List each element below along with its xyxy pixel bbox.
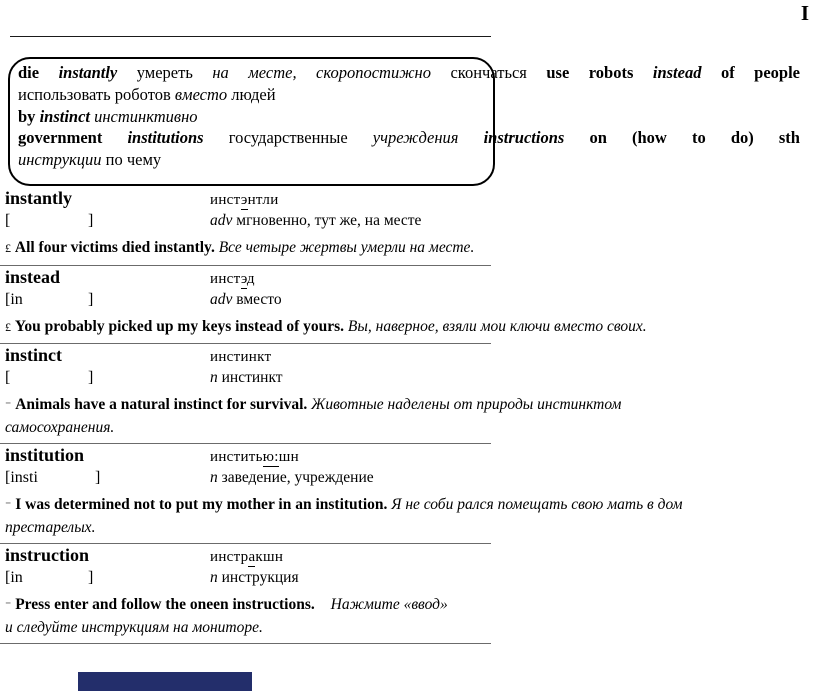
intro-line-1 xyxy=(18,62,800,84)
transcription-post: нтли xyxy=(247,192,279,208)
gloss: вместо xyxy=(236,290,282,308)
transcription-pre: инстить xyxy=(210,449,263,465)
entry-institution xyxy=(0,445,816,544)
intro-text-segment: use robots xyxy=(546,63,653,82)
headword: instruction xyxy=(5,545,90,565)
headword: institution xyxy=(5,445,85,465)
intro-text-segment: government xyxy=(18,128,128,148)
transcription-stress: э xyxy=(240,270,247,287)
example-marker: ⁻ xyxy=(5,398,12,412)
transcription-post: д xyxy=(246,270,255,287)
bracket-close: ] xyxy=(88,290,94,308)
part-of-speech: adv xyxy=(210,212,233,229)
gloss: инструкция xyxy=(221,569,299,586)
headword: instinct xyxy=(5,345,63,365)
gloss: мгновенно, тут же, на месте xyxy=(236,212,422,229)
example-russian-line2: самосохранения. xyxy=(5,418,115,436)
entry-separator xyxy=(0,343,491,344)
transcription-post: шн xyxy=(278,449,299,465)
intro-text-segment: умереть xyxy=(136,63,213,82)
entry-instruction xyxy=(0,545,816,644)
pos-gloss xyxy=(210,369,283,387)
transcription-stress: а xyxy=(248,549,256,565)
intro-text-segment: institutions xyxy=(127,128,229,148)
example-english: I was determined not to put my mother in an institution. xyxy=(15,496,388,513)
example xyxy=(0,237,800,260)
intro-text-segment: of people xyxy=(720,63,800,82)
bracket-close: ] xyxy=(95,469,101,486)
example-marker: ⁻ xyxy=(5,598,12,612)
gloss: инстинкт xyxy=(221,369,283,386)
transcription-pre: инстр xyxy=(210,549,249,565)
example xyxy=(0,594,800,617)
part-of-speech: adv xyxy=(210,290,233,308)
intro-text-segment: людей xyxy=(231,84,276,104)
phonetic-brackets xyxy=(5,569,210,587)
intro-text-segment: инструкции xyxy=(18,150,106,170)
example-marker: £ xyxy=(5,241,11,255)
pos-gloss xyxy=(210,569,299,587)
transcription-stress: э xyxy=(240,192,248,208)
example-russian: Вы, наверное, взяли мои ключи вместо своих. xyxy=(347,317,647,335)
intro-text-segment: on (how to do) sth xyxy=(589,128,800,148)
example-marker: £ xyxy=(5,319,11,334)
transcription-post: кшн xyxy=(255,549,284,565)
bracket-close: ] xyxy=(88,212,94,229)
section-letter: I xyxy=(800,1,809,25)
example-russian: Все четыре жертвы умерли на месте. xyxy=(218,239,475,256)
example xyxy=(0,394,800,417)
transcription-pre: инстинкт xyxy=(210,349,272,365)
entry-instinct xyxy=(0,345,816,444)
bracket-inner: in xyxy=(10,569,23,586)
entry-separator xyxy=(0,265,491,266)
part-of-speech: n xyxy=(210,569,218,586)
entry-separator xyxy=(0,443,491,444)
bracket-open: [ xyxy=(5,569,11,586)
transcription xyxy=(210,349,271,366)
pos-gloss xyxy=(210,291,282,309)
bracket-open: [ xyxy=(5,469,11,486)
headword: instead xyxy=(5,266,61,287)
transcription-pre: инст xyxy=(210,192,241,208)
transcription xyxy=(210,449,299,466)
intro-section xyxy=(0,55,816,188)
part-of-speech: n xyxy=(210,369,218,386)
intro-text-segment: инстинктивно xyxy=(94,106,198,126)
intro-text-segment: instinct xyxy=(39,106,95,126)
example-russian-line2: престарелых. xyxy=(5,518,96,536)
intro-line-3 xyxy=(18,106,800,128)
example-russian: Нажмите «ввод» xyxy=(330,596,448,613)
part-of-speech: n xyxy=(210,469,218,486)
intro-text-segment: скончаться xyxy=(450,63,547,82)
intro-text-segment: на месте, скоропостижно xyxy=(212,63,451,82)
footer-navy-bar xyxy=(78,672,252,691)
intro-line-2 xyxy=(18,84,800,106)
example-english: All four victims died instantly. xyxy=(14,239,215,256)
entries-list xyxy=(0,188,816,645)
transcription-pre: инст xyxy=(210,270,241,287)
intro-line-5 xyxy=(18,149,800,171)
entry-instantly xyxy=(0,188,816,266)
intro-text-segment: использовать роботов xyxy=(18,84,175,104)
example-russian: Я не соби рался помещать свою мать в дом xyxy=(391,496,683,513)
bracket-inner: insti xyxy=(10,469,38,486)
example-english: You probably picked up my keys instead of yours. xyxy=(14,317,345,335)
intro-text-segment: вместо xyxy=(174,84,232,104)
intro-line-4 xyxy=(18,127,800,149)
transcription-stress: ю: xyxy=(262,449,279,465)
bracket-close: ] xyxy=(88,369,94,386)
transcription xyxy=(210,271,255,288)
example-english: Animals have a natural instinct for survival. xyxy=(15,396,308,413)
entry-separator xyxy=(0,543,491,544)
example-russian: Животные наделены от природы инстинктом xyxy=(311,396,622,413)
transcription xyxy=(210,192,279,209)
example-marker: ⁻ xyxy=(5,498,12,512)
intro-text-segment: государственные xyxy=(228,128,373,148)
example xyxy=(0,316,800,339)
bracket-open: [ xyxy=(5,290,11,308)
intro-text xyxy=(18,62,800,171)
phonetic-brackets xyxy=(5,469,210,487)
entry-separator xyxy=(0,643,491,644)
intro-text-segment: instead xyxy=(652,63,721,82)
bracket-close: ] xyxy=(88,569,94,586)
example-english: Press enter and follow the oneen instructions. xyxy=(15,596,315,613)
phonetic-brackets xyxy=(5,291,210,309)
phonetic-brackets xyxy=(5,212,210,230)
bracket-open: [ xyxy=(5,212,11,229)
transcription xyxy=(210,549,283,566)
intro-text-segment: instantly xyxy=(58,63,137,82)
headword: instantly xyxy=(5,188,73,208)
bracket-open: [ xyxy=(5,369,11,386)
entry-instead xyxy=(0,267,816,345)
pos-gloss xyxy=(210,212,421,230)
example-russian-line2: и следуйте инструкциям на мониторе. xyxy=(5,618,263,636)
bracket-inner: in xyxy=(10,290,23,308)
intro-text-segment: die xyxy=(18,63,59,82)
intro-text-segment: by xyxy=(18,106,40,126)
example xyxy=(0,494,800,517)
pos-gloss xyxy=(210,469,374,487)
phonetic-brackets xyxy=(5,369,210,387)
top-rule xyxy=(10,36,491,37)
intro-text-segment: instructions xyxy=(483,128,590,148)
gloss: заведение, учреждение xyxy=(221,469,374,486)
intro-text-segment: по чему xyxy=(105,150,162,170)
intro-text-segment: учреждения xyxy=(372,128,484,148)
